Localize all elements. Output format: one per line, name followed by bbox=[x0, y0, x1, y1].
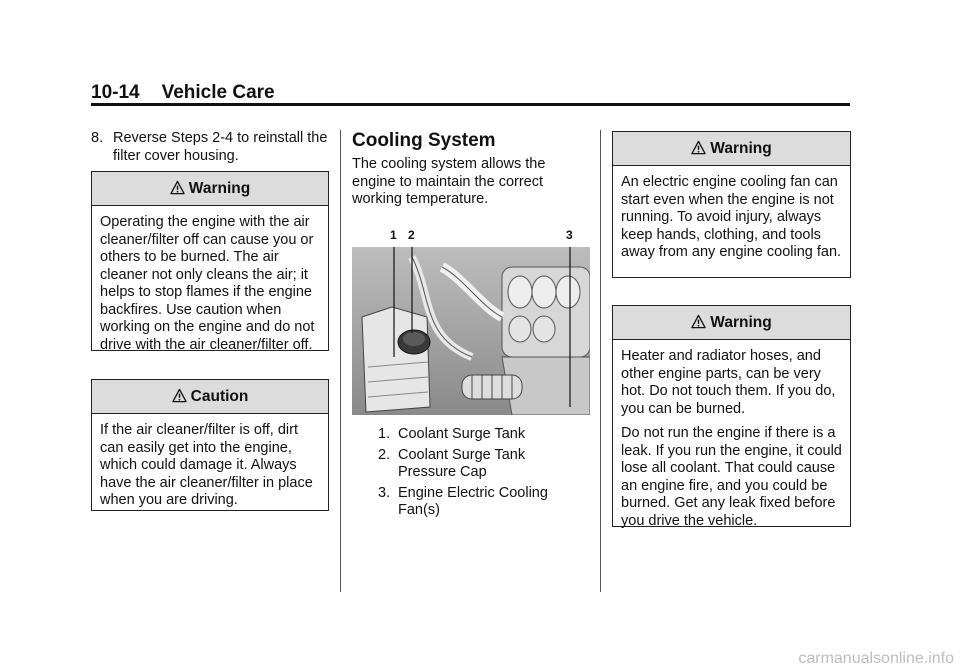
page-number: 10-14 bbox=[91, 82, 140, 103]
warning-header bbox=[613, 132, 850, 166]
caution-box-air-cleaner bbox=[91, 379, 329, 511]
warning-title: Warning bbox=[710, 140, 772, 157]
warning-title: Warning bbox=[188, 180, 251, 197]
warning-header bbox=[613, 306, 850, 340]
step-text: Reverse Steps 2-4 to reinstall the filter cover housing. bbox=[113, 130, 328, 164]
header-rule bbox=[91, 103, 850, 106]
warning-paragraph: Do not run the engine if there is a leak. If you run the engine, it could lose all coolant. That could cause an engine fire, and you could be burned. Get any leak fixed before you drive the vehicle. bbox=[621, 425, 842, 529]
warning-box-air-cleaner bbox=[91, 171, 329, 351]
legend-text: Engine Electric Cooling Fan(s) bbox=[398, 484, 548, 518]
legend-text: Coolant Surge Tank Pressure Cap bbox=[398, 446, 526, 480]
alert-triangle-icon bbox=[691, 314, 706, 329]
column-1 bbox=[91, 130, 329, 165]
legend-text: Coolant Surge Tank bbox=[398, 426, 526, 442]
step-8 bbox=[91, 130, 329, 165]
warning-box-hot-hoses bbox=[612, 305, 851, 527]
warning-paragraph: Heater and radiator hoses, and other engine parts, can be very hot. Do not touch them. If you do, you can be burned. bbox=[621, 348, 836, 417]
engine-bay-illustration bbox=[352, 247, 590, 415]
cooling-system-intro: The cooling system allows the engine to maintain the correct working temperature. bbox=[352, 156, 546, 207]
figure-legend bbox=[378, 426, 578, 523]
engine-bay-drawing bbox=[352, 247, 590, 415]
legend-item bbox=[378, 426, 578, 444]
legend-number: 2. bbox=[378, 446, 391, 463]
legend-item bbox=[378, 485, 578, 520]
alert-triangle-icon bbox=[170, 180, 185, 195]
legend-number: 3. bbox=[378, 484, 391, 501]
warning-body bbox=[613, 340, 850, 538]
legend-number: 1. bbox=[378, 426, 391, 442]
column-divider-1 bbox=[340, 130, 341, 592]
warning-header bbox=[92, 172, 328, 206]
column-divider-2 bbox=[600, 130, 601, 592]
caution-title: Caution bbox=[190, 388, 249, 405]
caution-header bbox=[92, 380, 328, 414]
legend-item bbox=[378, 447, 578, 482]
callout-2: 2 bbox=[408, 228, 415, 242]
section-title: Vehicle Care bbox=[161, 82, 275, 103]
callout-1: 1 bbox=[390, 228, 397, 242]
step-number: 8. bbox=[91, 130, 104, 146]
warning-body: An electric engine cooling fan can start even when the engine is not running. To avoid injury, always keep hands, clothing, and tools away from any engine cooling fan. bbox=[621, 174, 842, 260]
page-header bbox=[91, 82, 275, 104]
section-heading-cooling-system: Cooling System bbox=[352, 130, 496, 151]
alert-triangle-icon bbox=[691, 140, 706, 155]
callout-3: 3 bbox=[566, 228, 573, 242]
caution-body: If the air cleaner/filter is off, dirt can easily get into the engine, which could damage it. Always have the air cleaner/filter in place when you are driving. bbox=[100, 422, 313, 508]
warning-title: Warning bbox=[710, 314, 772, 331]
warning-body: Operating the engine with the air cleaner/filter off can cause you or others to be burned. The air cleaner not only cleans the air; it helps to stop flames if the engine backfires. Use caution when working on the engine and do not drive with the air cleaner/filter off. bbox=[100, 214, 315, 353]
warning-box-cooling-fan bbox=[612, 131, 851, 278]
watermark: carmanualsonline.info bbox=[798, 650, 954, 667]
alert-triangle-icon bbox=[172, 388, 187, 403]
